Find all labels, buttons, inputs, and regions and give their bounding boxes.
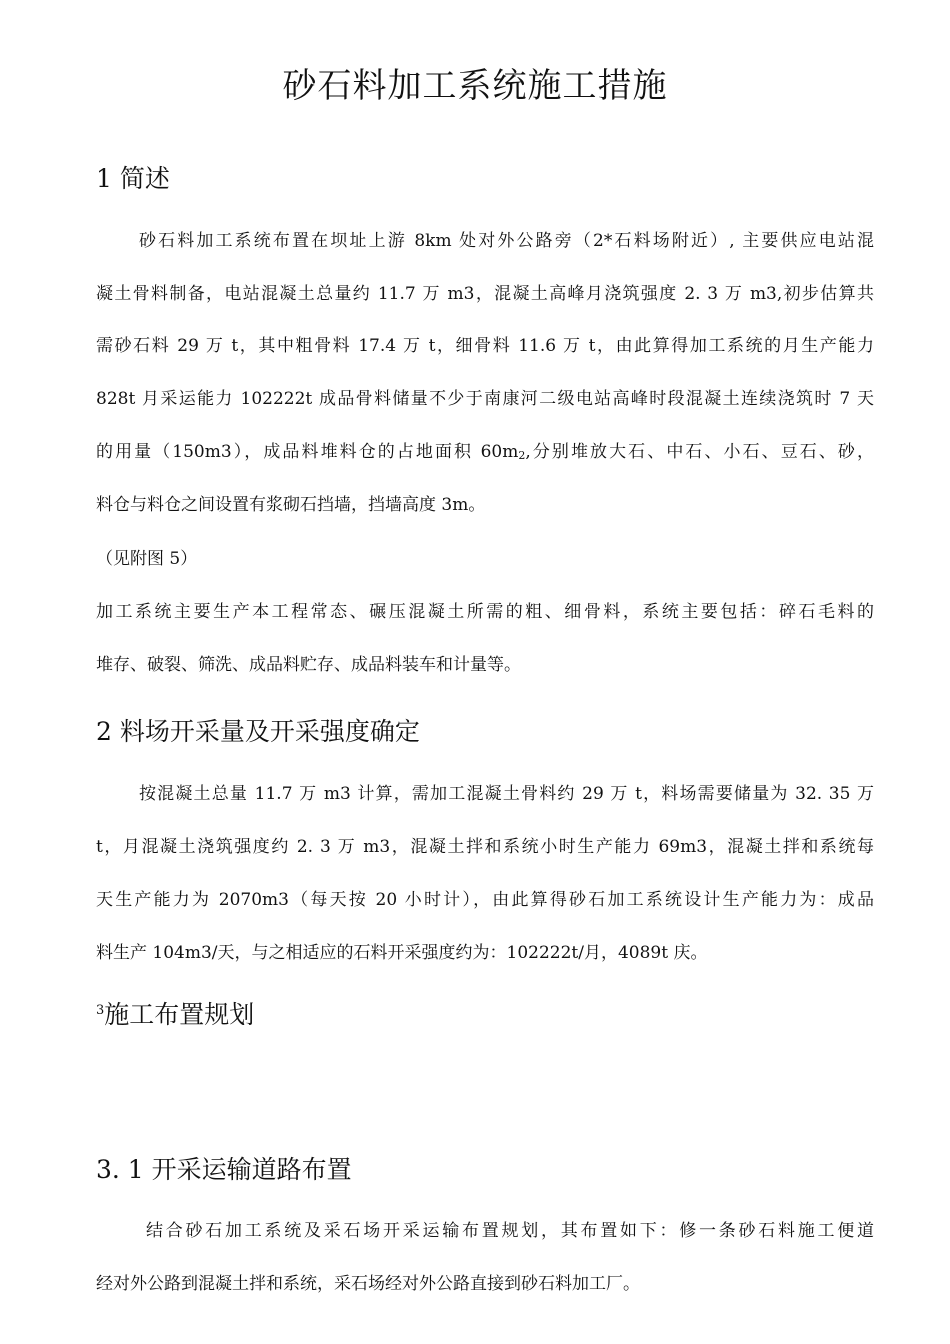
section-2-para-1-line-1: 按混凝土总量 11.7 万 m3 计算，需加工混凝土骨料约 29 万 t，料场需要储量为 32. 35 万 [139, 784, 874, 804]
section-3-1-para-1-line-1: 结合砂石加工系统及采石场开采运输布置规划，其布置如下：修一条砂石料施工便道 [146, 1221, 874, 1241]
section-3-heading-text: 施工布置规划 [104, 1000, 255, 1029]
section-2-para-1-line-3: 天生产能力为 2070m3（每天按 20 小时计），由此算得砂石加工系统设计生产能力为：成品 [96, 890, 874, 910]
section-1-para-1-line-1: 砂石料加工系统布置在坝址上游 8km 处对外公路旁（2*石料场附近）, 主要供应电站混 [139, 231, 874, 251]
section-1-para-1-line-6: 料仓与料仓之间设置有浆砌石挡墙，挡墙高度 3m。 [96, 495, 486, 515]
document-title: 砂石料加工系统施工措施 [282, 66, 668, 106]
section-3-heading [96, 998, 254, 1032]
line-5-head: 的用量（150m3），成品料堆料仓的占地面积 60m [96, 442, 519, 462]
section-2-heading: 2 料场开采量及开采强度确定 [96, 717, 420, 746]
section-1-para-3-line-1: 加工系统主要生产本工程常态、碾压混凝土所需的粗、细骨料，系统主要包括：碎石毛料的 [96, 602, 874, 622]
section-1-para-1-line-2: 凝土骨料制备，电站混凝土总量约 11.7 万 m3，混凝土高峰月浇筑强度 2. 3 万 m3,初步估算共 [96, 284, 874, 304]
section-1-para-1-line-5 [96, 438, 874, 470]
section-2-para-1-line-4: 料生产 104m3/天，与之相适应的石料开采强度约为：102222t/月，4089t 庆。 [96, 943, 708, 963]
section-1-para-1-line-4: 828t 月采运能力 102222t 成品骨料储量不少于南康河二级电站高峰时段混凝土连续浇筑时 7 天 [96, 389, 874, 409]
section-1-para-3-line-2: 堆存、破裂、筛洗、成品料贮存、成品料装车和计量等。 [96, 655, 521, 675]
line-5-tail: ,分别堆放大石、中石、小石、豆石、砂， [525, 442, 875, 462]
section-3-number: 3 [96, 1003, 105, 1018]
section-3-1-para-1-line-2: 经对外公路到混凝土拌和系统，采石场经对外公路直接到砂石料加工厂。 [96, 1274, 640, 1294]
section-3-1-heading: 3. 1 开采运输道路布置 [96, 1155, 352, 1184]
line-5-subscript: 2 [518, 449, 526, 462]
section-1-figure-note: （见附图 5） [96, 549, 198, 569]
section-1-heading: 1 简述 [96, 164, 170, 193]
section-1-para-1-line-3: 需砂石料 29 万 t，其中粗骨料 17.4 万 t，细骨料 11.6 万 t，由此算得加工系统的月生产能力 [96, 336, 874, 356]
section-2-para-1-line-2: t，月混凝土浇筑强度约 2. 3 万 m3，混凝土拌和系统小时生产能力 69m3，混凝土拌和系统每 [96, 837, 874, 857]
